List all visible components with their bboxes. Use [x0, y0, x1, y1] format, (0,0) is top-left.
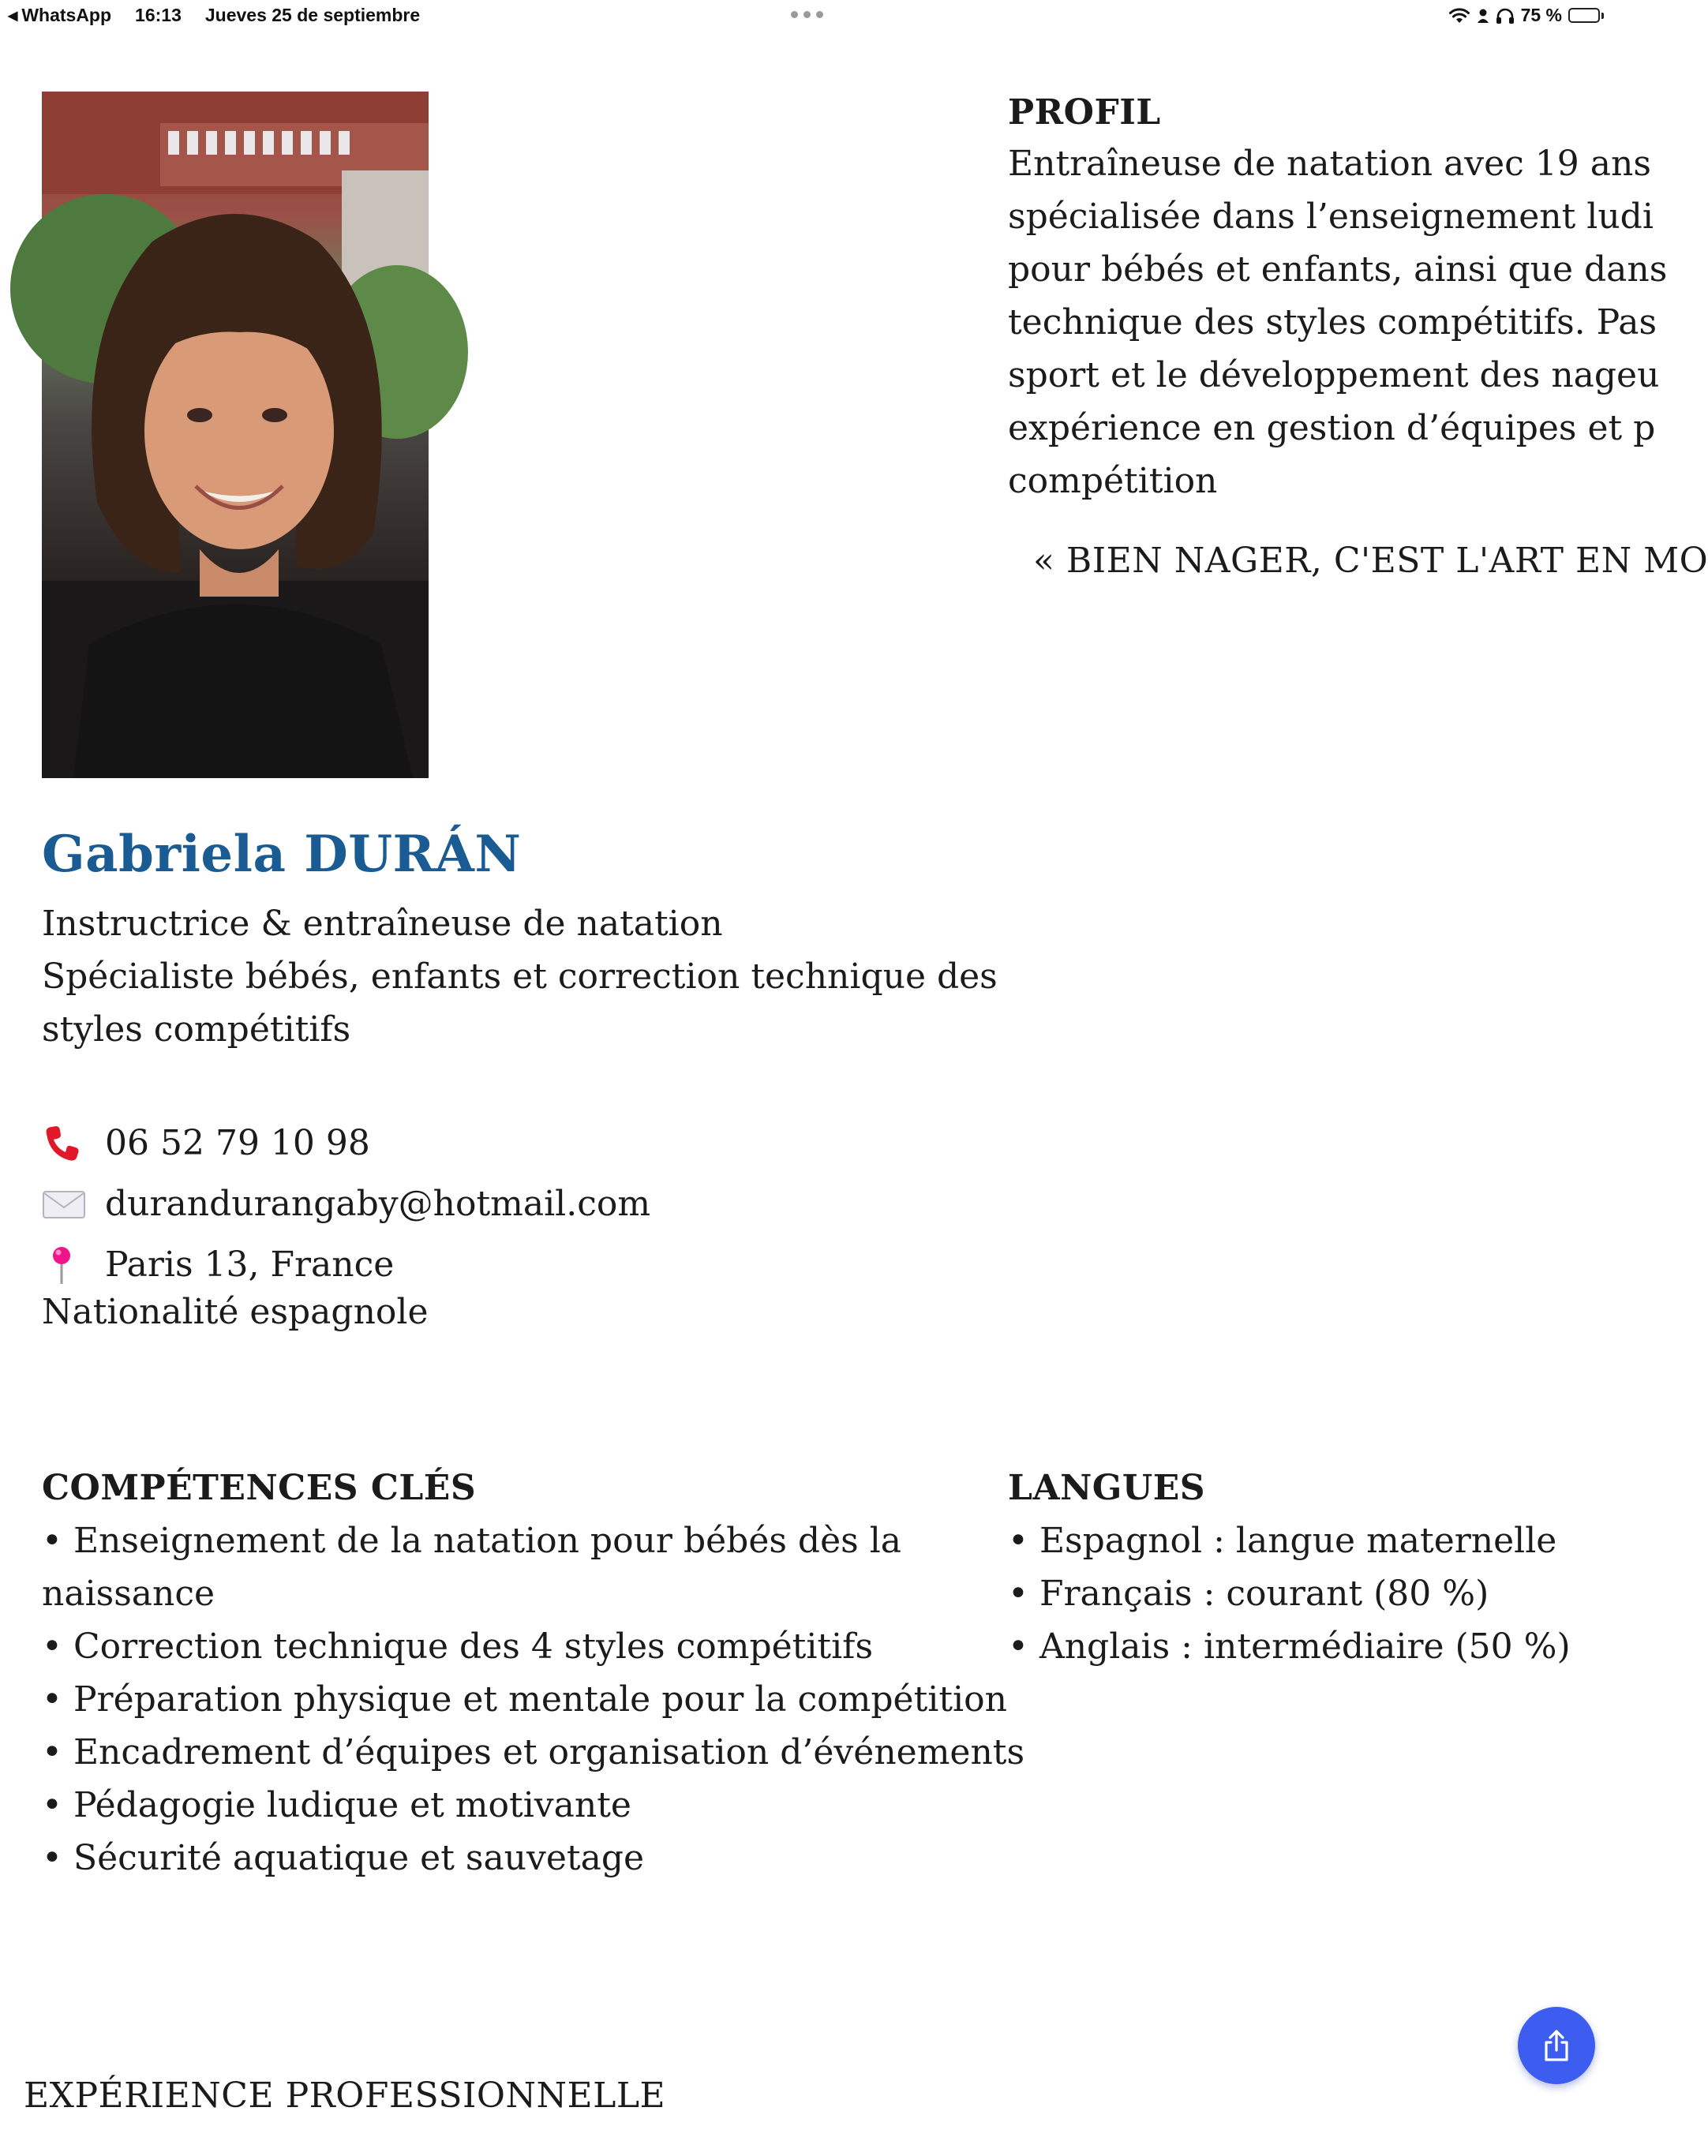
list-item: • Préparation physique et mentale pour la compétition [42, 1679, 1007, 1720]
envelope-icon [42, 1188, 105, 1220]
profil-line: technique des styles compétitifs. Pas [1008, 302, 1657, 342]
location-text: Paris 13, France [105, 1245, 395, 1285]
candidate-subtitle [42, 897, 998, 1056]
nationality: Nationalité espagnole [42, 1292, 429, 1332]
langues-title: LANGUES [1008, 1468, 1206, 1508]
competences-title: COMPÉTENCES CLÉS [42, 1468, 477, 1508]
profil-line: compétition [1008, 461, 1218, 501]
round-pushpin-icon [42, 1245, 105, 1286]
langues-list [1008, 1514, 1608, 1673]
profile-photo [42, 92, 429, 778]
contact-location-row [42, 1234, 650, 1295]
person-icon [1477, 8, 1489, 24]
profil-line: sport et le développement des nageu [1008, 355, 1660, 395]
status-bar-left [8, 5, 420, 26]
list-item: • Correction technique des 4 styles compétitifs [42, 1626, 874, 1667]
contact-phone-row [42, 1113, 650, 1173]
subtitle-line: Instructrice & entraîneuse de natation [42, 904, 723, 944]
share-icon [1541, 2028, 1572, 2063]
subtitle-line: Spécialiste bébés, enfants et correction technique des [42, 956, 998, 997]
phone-number[interactable]: 06 52 79 10 98 [105, 1123, 370, 1163]
contact-info [42, 1113, 650, 1295]
competences-list [42, 1514, 1025, 1885]
share-button[interactable] [1518, 2007, 1595, 2084]
back-to-app-label[interactable]: WhatsApp [21, 5, 112, 25]
status-bar-right [1448, 5, 1604, 26]
list-item: • Espagnol : langue maternelle [1008, 1521, 1557, 1561]
status-date: Jueves 25 de septiembre [204, 5, 421, 25]
profil-title: PROFIL [1008, 92, 1161, 133]
langues-section [1008, 1468, 1608, 1673]
subtitle-line: styles compétitifs [42, 1009, 351, 1050]
back-triangle-icon[interactable]: ◀ [8, 9, 18, 23]
email-address[interactable]: durandurangaby@hotmail.com [105, 1184, 651, 1224]
profil-line: spécialisée dans l’enseignement ludi [1008, 197, 1654, 237]
profil-line: Entraîneuse de natation avec 19 ans [1008, 144, 1651, 184]
list-item: • Pédagogie ludique et motivante [42, 1785, 631, 1825]
profil-text [1008, 137, 1668, 507]
contact-email-row [42, 1173, 650, 1234]
experience-title: EXPÉRIENCE PROFESSIONNELLE [24, 2076, 666, 2116]
portrait-illustration [42, 92, 429, 778]
status-bar [0, 0, 1616, 35]
battery-icon [1568, 8, 1604, 23]
telephone-receiver-icon [42, 1125, 105, 1162]
status-time: 16:13 [135, 5, 182, 25]
candidate-name: Gabriela DURÁN [42, 825, 522, 884]
profil-line: expérience en gestion d’équipes et p [1008, 408, 1656, 448]
list-item: naissance [42, 1574, 215, 1614]
profil-line: pour bébés et enfants, ainsi que dans [1008, 249, 1668, 290]
headphones-icon [1496, 8, 1515, 24]
wifi-icon [1448, 8, 1470, 24]
list-item: • Enseignement de la natation pour bébés dès la [42, 1521, 901, 1561]
list-item: • Sécurité aquatique et sauvetage [42, 1838, 645, 1878]
list-item: • Anglais : intermédiaire (50 %) [1008, 1626, 1571, 1667]
profil-quote: « BIEN NAGER, C'EST L'ART EN MO [1033, 541, 1708, 581]
competences-section [42, 1468, 1025, 1885]
battery-percent: 75 % [1520, 5, 1562, 25]
list-item: • Français : courant (80 %) [1008, 1574, 1489, 1614]
multitasking-dots-icon[interactable] [791, 11, 823, 18]
profil-section [1008, 92, 1708, 581]
list-item: • Encadrement d’équipes et organisation d’événements [42, 1732, 1025, 1772]
